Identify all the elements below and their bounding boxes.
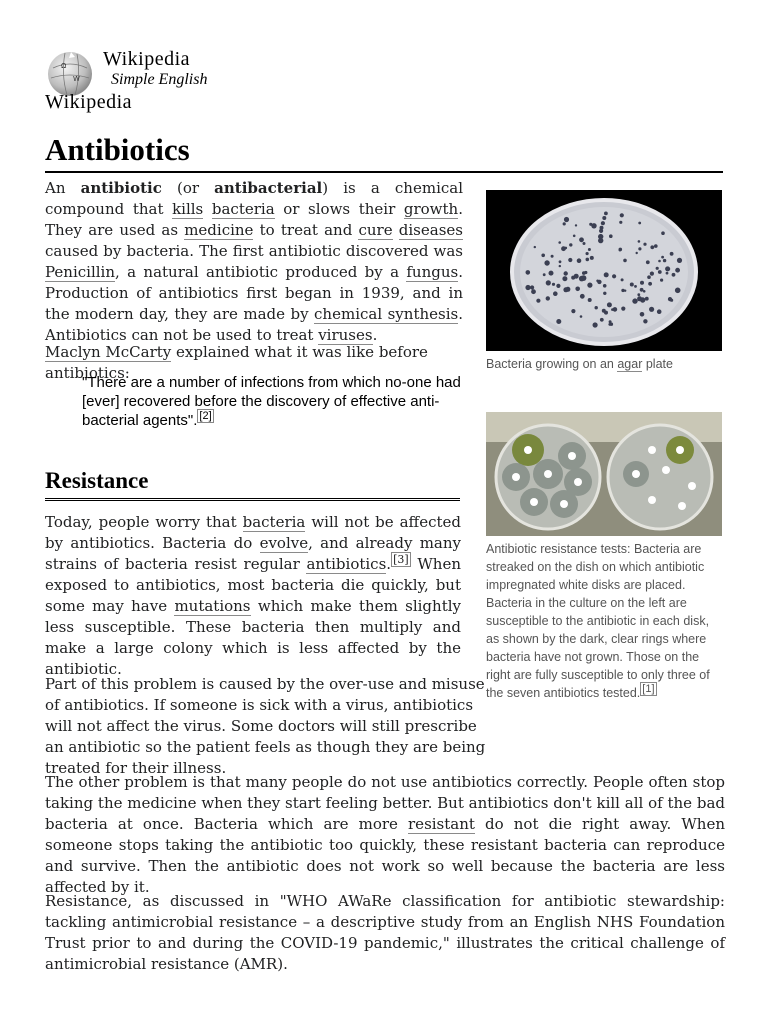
agar-plate-image[interactable] [486, 190, 722, 351]
link-maclyn-mccarty[interactable]: Maclyn McCarty [45, 343, 172, 361]
link-bacteria[interactable]: bacteria [211, 200, 275, 218]
figure-1-caption: Bacteria growing on an agar plate [486, 357, 673, 371]
link-medicine[interactable]: medicine [184, 221, 254, 239]
link-growth[interactable]: growth [403, 200, 459, 218]
resistance-paragraph-3: The other problem is that many people do not use antibiotics correctly. People often stop taking the medicine when they start feeling better. But antibiotics don't kill all of the bad bacteria at once. Bacteria which are more resistant do not die right away. When someone stops taking the antibiotic too quickly, these resistant bacteria can reproduce and survive. Then the antibiotic does not work so well because the bacteria are less affected by it. [45, 773, 725, 896]
link-kills[interactable]: kills [172, 200, 204, 218]
link-viruses[interactable]: viruses [318, 326, 373, 344]
figure-agar-plate [486, 190, 722, 373]
link-diseases[interactable]: diseases [398, 221, 463, 239]
link-fungus[interactable]: fungus [406, 263, 459, 281]
figure-resistance-tests [486, 412, 722, 702]
wikipedia-wordmark: Wikipedia [103, 48, 190, 70]
section-heading-resistance: Resistance [45, 467, 460, 501]
reference-1[interactable]: [1] [642, 682, 655, 695]
wikipedia-wordmark-secondary: Wikipedia [45, 91, 132, 113]
reference-2[interactable]: [2] [199, 410, 212, 422]
link-resistant[interactable]: resistant [408, 815, 475, 833]
figure-2-caption: Antibiotic resistance tests: Bacteria are streaked on the dish on which antibiotic impregnated white disks are placed. Bacteria in the culture on the left are susceptible to the antibiotic in each disk, as shown by the dark, clear rings where bacteria have not grown. Those on the right are fully susceptible to only three of the seven antibiotics tested. [1] [486, 542, 710, 700]
link-evolve[interactable]: evolve [259, 534, 309, 552]
svg-text:W: W [73, 75, 80, 83]
link-penicillin[interactable]: Penicillin [45, 263, 116, 281]
svg-text:Ω: Ω [61, 62, 67, 70]
resistance-paragraph-4: Resistance, as discussed in "WHO AWaRe classification for antibiotic stewardship: tackling antimicrobial resistance – a descriptive study from an English NHS Foundation Trust prior to and during the COVID-19 pandemic," illustrates the critical challenge of antimicrobial resistance (AMR). [45, 892, 725, 973]
mccarty-paragraph: Maclyn McCarty explained what it was like before antibiotics: [45, 343, 428, 382]
wikipedia-logo[interactable] [45, 46, 305, 116]
resistance-plates-image[interactable] [486, 412, 722, 536]
link-antibiotics[interactable]: antibiotics [306, 555, 387, 573]
link-bacteria-2[interactable]: bacteria [242, 513, 306, 531]
resistance-paragraph-1: Today, people worry that bacteria will not be affected by antibiotics. Bacteria do evolve, and already many strains of bacteria resist regular antibiotics. [3] When exposed to antibiotics, most bacteria die quickly, but some may have mutations which make them slightly less susceptible. These bacteria then multiply and make a large colony which is less affected by the antibiotic. [45, 513, 462, 678]
reference-3[interactable]: [3] [393, 553, 409, 566]
link-chemical-synthesis[interactable]: chemical synthesis [314, 305, 459, 323]
link-cure[interactable]: cure [358, 221, 393, 239]
resistance-paragraph-2: Part of this problem is caused by the over-use and misuse of antibiotics. If someone is sick with a virus, antibiotics will not affect the virus. Some doctors will still prescribe an antibiotic so the patient feels as though they are being treated for their illness. [45, 675, 486, 777]
link-agar[interactable]: agar [617, 357, 643, 371]
blockquote: "There are a number of infections from which no-one had [ever] recovered before the discovery of effective anti-bacterial agents". [2] [82, 374, 461, 429]
logo-tagline: Simple English [111, 71, 208, 88]
lead-paragraph: An antibiotic (or antibacterial) is a chemical compound that kills bacteria or slows their growth. They are used as medicine to treat and cure diseases caused by bacteria. The first antibiotic discovered was Penicillin, a natural antibiotic produced by a fungus. Production of antibiotics first began in 1939, and in the modern day, they are made by chemical synthesis. Antibiotics can not be used to treat viruses. [45, 179, 464, 344]
link-mutations[interactable]: mutations [174, 597, 251, 615]
page-title: Antibiotics [45, 130, 723, 173]
